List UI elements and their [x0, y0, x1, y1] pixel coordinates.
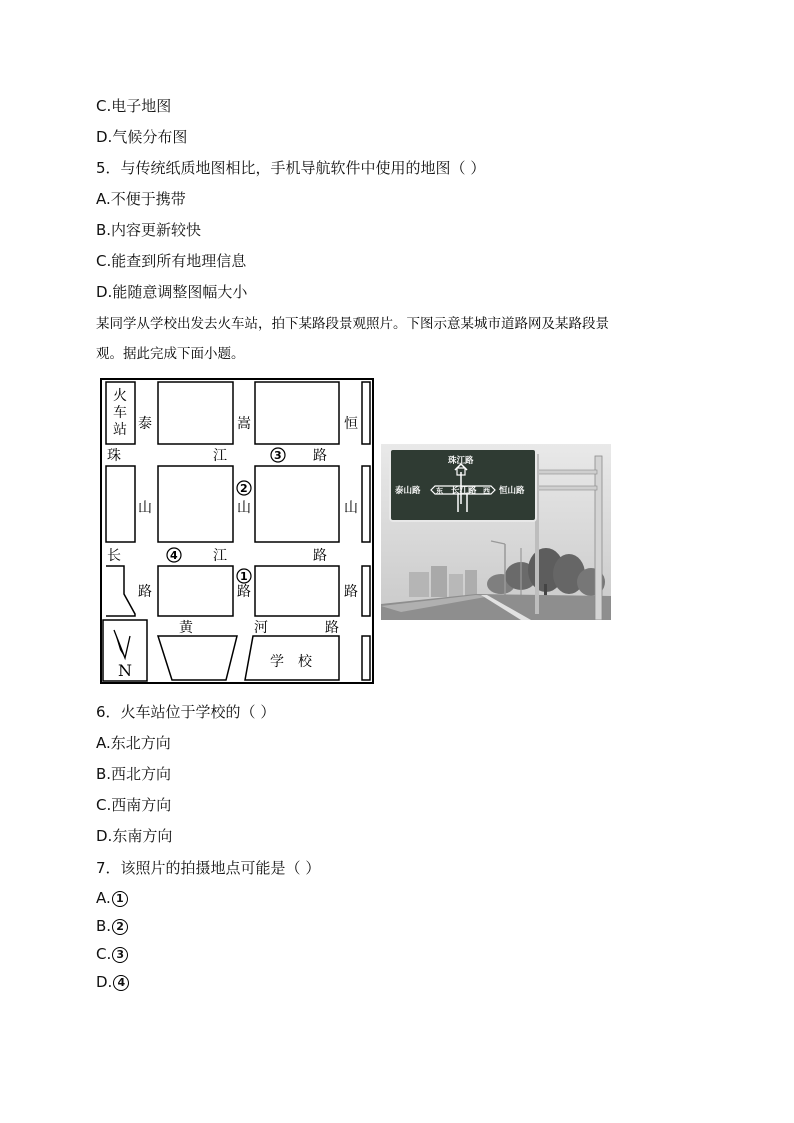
q6-option-b: B.西北方向	[96, 765, 172, 783]
lu-label-4: 路	[237, 584, 251, 600]
jiang-label-1: 江	[213, 448, 227, 464]
q6-option-d: D.东南方向	[96, 827, 173, 845]
lu-label-2: 路	[313, 548, 327, 564]
huang-label: 黄	[179, 620, 193, 636]
q7-option-d	[96, 972, 129, 992]
sign-east-label: 东	[436, 487, 443, 495]
sign-top-label: 珠江路	[448, 456, 474, 466]
q6-option-a: A.东北方向	[96, 734, 171, 752]
zhu-label: 珠	[107, 448, 121, 464]
chang-label: 长	[107, 548, 121, 564]
q7-option-a-prefix: A.	[96, 889, 111, 907]
station-label-1: 火	[113, 388, 127, 404]
q7-option-c	[96, 944, 128, 964]
q5-option-c: C.能查到所有地理信息	[96, 252, 247, 270]
intro-line-1: 某同学从学校出发去火车站，拍下某路段景观照片。下图示意某城市道路网及某路段景	[96, 316, 609, 332]
heng-label: 恒	[344, 416, 358, 432]
q7-option-c-mark: 3	[112, 947, 128, 963]
shan-label-left: 山	[138, 500, 152, 516]
q7-option-b-mark: 2	[112, 919, 128, 935]
sign-right-label: 恒山路	[499, 486, 525, 496]
north-label: N	[118, 661, 132, 680]
shan-label-middle: 山	[237, 500, 251, 516]
q7-option-c-prefix: C.	[96, 945, 112, 963]
shan-label-right: 山	[344, 500, 358, 516]
q5-option-d: D.能随意调整图幅大小	[96, 283, 248, 301]
he-label: 河	[254, 620, 268, 636]
sign-middle-label: 长江路	[451, 486, 477, 496]
q7-option-b	[96, 916, 128, 936]
q7-stem: 7．该照片的拍摄地点可能是（ ）	[96, 859, 321, 877]
station-label-3: 站	[113, 422, 127, 438]
station-label-2: 车	[113, 405, 127, 421]
q6-option-c: C.西南方向	[96, 796, 172, 814]
lu-label-1: 路	[313, 448, 327, 464]
q5-option-b: B.内容更新较快	[96, 221, 202, 239]
q7-option-a	[96, 888, 128, 908]
road-network-map	[100, 378, 374, 684]
jiang-label-2: 江	[213, 548, 227, 564]
mark-1-label: 1	[240, 570, 248, 583]
tai-label: 泰	[138, 416, 152, 432]
sign-left-label: 泰山路	[395, 486, 421, 496]
q6-stem: 6．火车站位于学校的（ ）	[96, 703, 276, 721]
road-sign-photo	[381, 444, 611, 620]
sign-west-label: 西	[483, 487, 490, 495]
intro-line-2: 观。据此完成下面小题。	[96, 346, 245, 362]
lu-label-6: 路	[325, 620, 339, 636]
q4-option-c: C.电子地图	[96, 97, 172, 115]
q7-option-d-prefix: D.	[96, 973, 113, 991]
q4-option-d: D.气候分布图	[96, 128, 188, 146]
lu-label-5: 路	[344, 584, 358, 600]
q5-stem: 5．与传统纸质地图相比，手机导航软件中使用的地图（ ）	[96, 159, 486, 177]
song-label: 嵩	[237, 416, 251, 432]
mark-2-label: 2	[240, 482, 248, 495]
q5-option-a: A.不便于携带	[96, 190, 186, 208]
school-label: 学 校	[270, 654, 312, 670]
mark-3-label: 3	[274, 449, 282, 462]
q7-option-d-mark: 4	[113, 975, 129, 991]
mark-4-label: 4	[170, 549, 178, 562]
q7-option-b-prefix: B.	[96, 917, 112, 935]
lu-label-3: 路	[138, 584, 152, 600]
q7-option-a-mark: 1	[112, 891, 128, 907]
